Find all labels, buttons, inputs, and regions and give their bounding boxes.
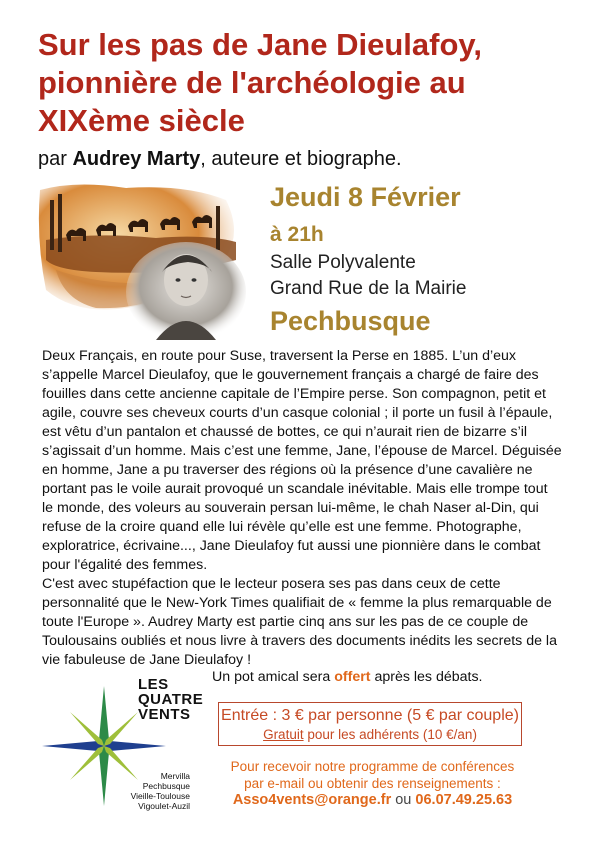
description-paragraph-2: C'est avec stupéfaction que le lecteur posera ses pas dans ceux de cette personnalité que le New-York Times qualifiait de « femme la plus remarquable de toute l'Europe ». Audrey Marty est partie cinq ans sur les pas de ce couple de Toulousains oubliés et nous livre à travers des documents inédits les secrets de la vie fabuleuse de Jane Dieulafoy ! — [42, 576, 557, 668]
pot-suffix: après les débats. — [370, 669, 483, 685]
commune-2: Pechbusque — [142, 781, 190, 791]
event-time: à 21h — [270, 223, 324, 246]
contact-info — [215, 758, 530, 809]
portrait-photo — [126, 242, 246, 340]
event-venue: Salle Polyvalente — [270, 252, 416, 273]
logo-line-3: VENTS — [138, 706, 191, 723]
commune-1: Mervilla — [160, 771, 190, 781]
event-town: Pechbusque — [270, 306, 431, 336]
commune-3: Vieille-Toulouse — [130, 791, 190, 801]
info-line-1: Pour recevoir notre programme de conférences — [230, 759, 515, 774]
pot-highlight: offert — [334, 669, 371, 685]
logo-line-1: LES — [138, 676, 169, 693]
title-line-2: pionnière de l'archéologie au — [38, 65, 466, 100]
info-line-2: par e-mail ou obtenir des renseignements : — [244, 776, 501, 791]
logo-communes — [118, 771, 190, 811]
contact-or: ou — [391, 792, 416, 808]
phone-number[interactable]: 06.07.49.25.63 — [415, 792, 513, 808]
description-paragraph-1: Deux Français, en route pour Suse, traversent la Perse en 1885. L’un d’eux s’appelle Marcel Dieulafoy, que le gouvernement français a chargé de faire des fouilles dans cette ancienne capitale de l’Empire perse. Son compagnon, petit et agile, couvre ses cheveux courts d’un casque colonial ; il porte un fusil à l’épaule, est vêtu d’un pantalon et chaussé de bottes, ce qui n’aurait rien de bizarre s’il s’agissait d’un homme. Mais c’est une femme, Jane, l’épouse de Marcel. Déguisée en homme, Jane a pu traverser des régions où la présence d’une cavalière ne portant pas le voile aurait provoqué un scandale inévitable. Mais elle trompe tout le monde, des voleurs au souverain persan lui-même, le chah Naser al-Din, qui refuse de la croire quand elle lui révèle qu’elle est une femme. Photographe, exploratrice, écrivaine..., Jane Dieulafoy fut aussi une pionnière dans le combat pour l'égalité des femmes. — [42, 348, 562, 573]
byline — [38, 148, 402, 171]
byline-prefix: par — [38, 148, 73, 170]
byline-suffix: , auteure et biographe. — [200, 148, 402, 170]
title-line-1: Sur les pas de Jane Dieulafoy, — [38, 27, 482, 62]
pricing-box — [218, 702, 522, 746]
refreshments-note — [212, 669, 483, 685]
title-line-3: XIXème siècle — [38, 103, 245, 138]
email-link[interactable]: Asso4vents@orange.fr — [232, 792, 392, 808]
description — [42, 347, 562, 670]
event-street: Grand Rue de la Mairie — [270, 278, 467, 299]
event-details — [270, 180, 580, 338]
free-rest: pour les adhérents (10 €/an) — [303, 727, 477, 742]
logo-wordmark — [138, 677, 203, 722]
contact-line — [215, 792, 530, 809]
hero-illustration — [36, 180, 258, 340]
pot-prefix: Un pot amical sera — [212, 669, 335, 685]
price-main: Entrée : 3 € par personne (5 € par couple) — [221, 707, 519, 724]
author-name: Audrey Marty — [72, 148, 201, 170]
logo-line-2: QUATRE — [138, 691, 204, 708]
price-members — [219, 726, 521, 744]
free-word: Gratuit — [263, 727, 304, 742]
event-date: Jeudi 8 Février — [270, 182, 461, 212]
page-title — [38, 26, 578, 140]
commune-4: Vigoulet-Auzil — [138, 801, 190, 811]
